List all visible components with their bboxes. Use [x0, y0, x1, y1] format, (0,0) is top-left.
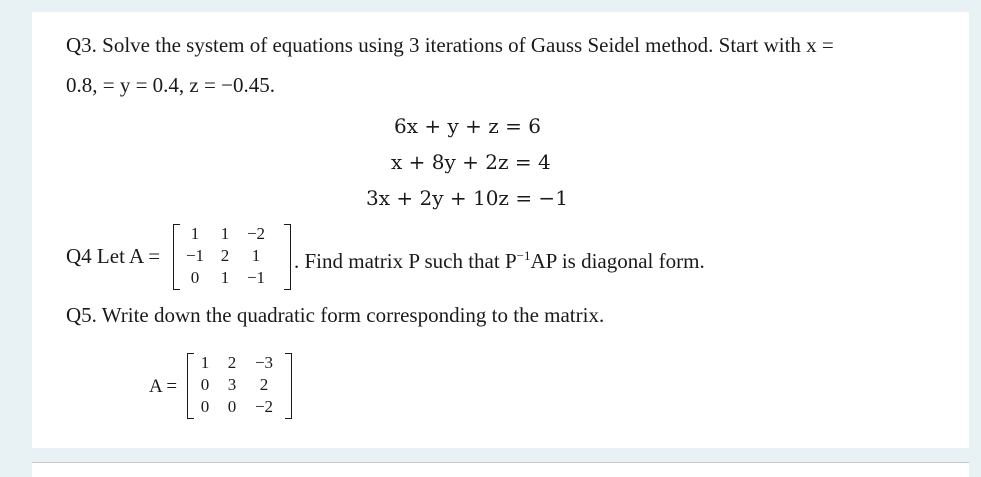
q4-suffix [294, 243, 705, 274]
q3-line-1: Q3. Solve the system of equations using 3 iterations of Gauss Seidel method. Start with x = [66, 33, 834, 57]
question-card [32, 12, 969, 448]
q4-matrix [180, 223, 272, 289]
q5-matrix-cell: 2 [227, 353, 237, 372]
q5-matrix-cell: 0 [200, 375, 210, 394]
q4-matrix-left-bracket [173, 224, 180, 290]
q5-matrix [192, 352, 282, 418]
q5-matrix-cell: 0 [200, 397, 210, 416]
q4-suffix-sup: −1 [516, 248, 531, 263]
q5-matrix-cell: −3 [254, 353, 274, 372]
q3-equation-2: x + 8y + 2z = 4 [391, 150, 551, 174]
q5-matrix-right-bracket [285, 353, 292, 419]
q5-matrix-cell: 3 [227, 375, 237, 394]
q4-matrix-cell: 1 [220, 268, 230, 287]
q5-matrix-cell: 0 [227, 397, 237, 416]
q5-matrix-label: A = [149, 376, 178, 397]
q4-matrix-cell: −1 [246, 268, 266, 287]
q4-matrix-cell: −1 [185, 246, 205, 265]
q5-matrix-cell: 2 [259, 375, 269, 394]
q4-matrix-cell: 1 [220, 224, 230, 243]
q4-suffix-b: AP is diagonal form. [530, 249, 705, 273]
q4-matrix-cell: 0 [190, 268, 200, 287]
q3-equation-1: 6x + y + z = 6 [394, 114, 541, 138]
q5-matrix-cell: 1 [200, 353, 210, 372]
q5-matrix-cell: −2 [254, 397, 274, 416]
bottom-divider [32, 462, 969, 477]
q3-line-2: 0.8, = y = 0.4, z = −0.45. [66, 73, 275, 97]
q4-matrix-cell: 1 [190, 224, 200, 243]
q4-suffix-a: . Find matrix P such that P [294, 249, 517, 273]
q4-prefix: Q4 Let A = [66, 244, 161, 268]
q3-equation-3: 3x + 2y + 10z = −1 [366, 186, 568, 210]
q4-matrix-cell: 2 [220, 246, 230, 265]
q5-text: Q5. Write down the quadratic form corresponding to the matrix. [66, 303, 605, 327]
q4-matrix-cell: −2 [246, 224, 266, 243]
q4-matrix-right-bracket [284, 224, 291, 290]
q4-matrix-cell: 1 [251, 246, 261, 265]
